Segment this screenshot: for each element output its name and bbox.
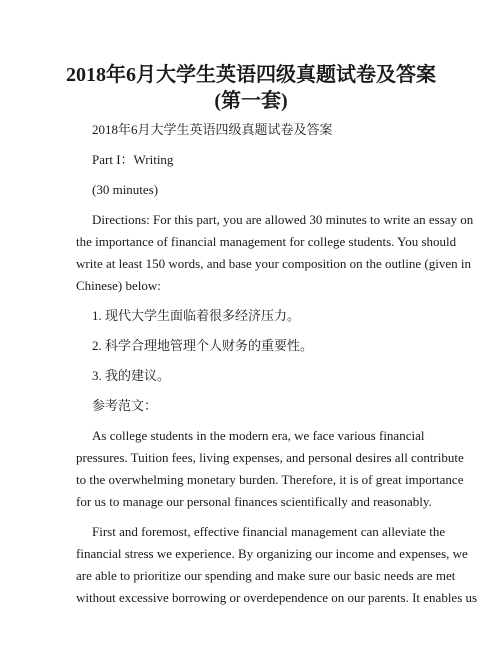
part-heading: Part I：Writing: [92, 152, 174, 167]
outline-item: 1. 现代大学生面临着很多经济压力。: [92, 308, 301, 323]
directions-line: the importance of financial management for college students. You should: [76, 234, 457, 249]
essay-paragraph-1-line: to the overwhelming monetary burden. Therefore, it is of great importance: [76, 472, 464, 487]
directions-line: write at least 150 words, and base your composition on the outline (given in: [76, 256, 471, 271]
directions-line: Directions: For this part, you are allowed 30 minutes to write an essay on: [92, 212, 474, 227]
essay-paragraph-2-line: financial stress we experience. By organizing our income and expenses, we: [76, 546, 468, 561]
essay-paragraph-2-line: without excessive borrowing or overdependence on our parents. It enables us: [76, 590, 478, 605]
subtitle: 2018年6月大学生英语四级真题试卷及答案: [92, 122, 333, 137]
essay-paragraph-1-line: pressures. Tuition fees, living expenses, and personal desires all contribute: [76, 450, 464, 465]
duration: (30 minutes): [92, 182, 159, 197]
essay-paragraph-2-line: are able to prioritize our spending and make sure our basic needs are met: [76, 568, 456, 583]
directions-line: Chinese) below:: [76, 278, 161, 293]
essay-paragraph-1-line: for us to manage our personal finances scientifically and reasonably.: [76, 494, 432, 509]
outline-item: 2. 科学合理地管理个人财务的重要性。: [92, 338, 314, 353]
essay-paragraph-2-line: First and foremost, effective financial management can alleviate the: [92, 524, 446, 539]
essay-paragraph-1-line: As college students in the modern era, we face various financial: [92, 428, 425, 443]
document-title-line-2: (第一套): [214, 90, 288, 112]
document-title-line-1: 2018年6月大学生英语四级真题试卷及答案: [66, 64, 436, 86]
sample-essay-label: 参考范文：: [92, 398, 158, 413]
outline-item: 3. 我的建议。: [92, 368, 171, 383]
